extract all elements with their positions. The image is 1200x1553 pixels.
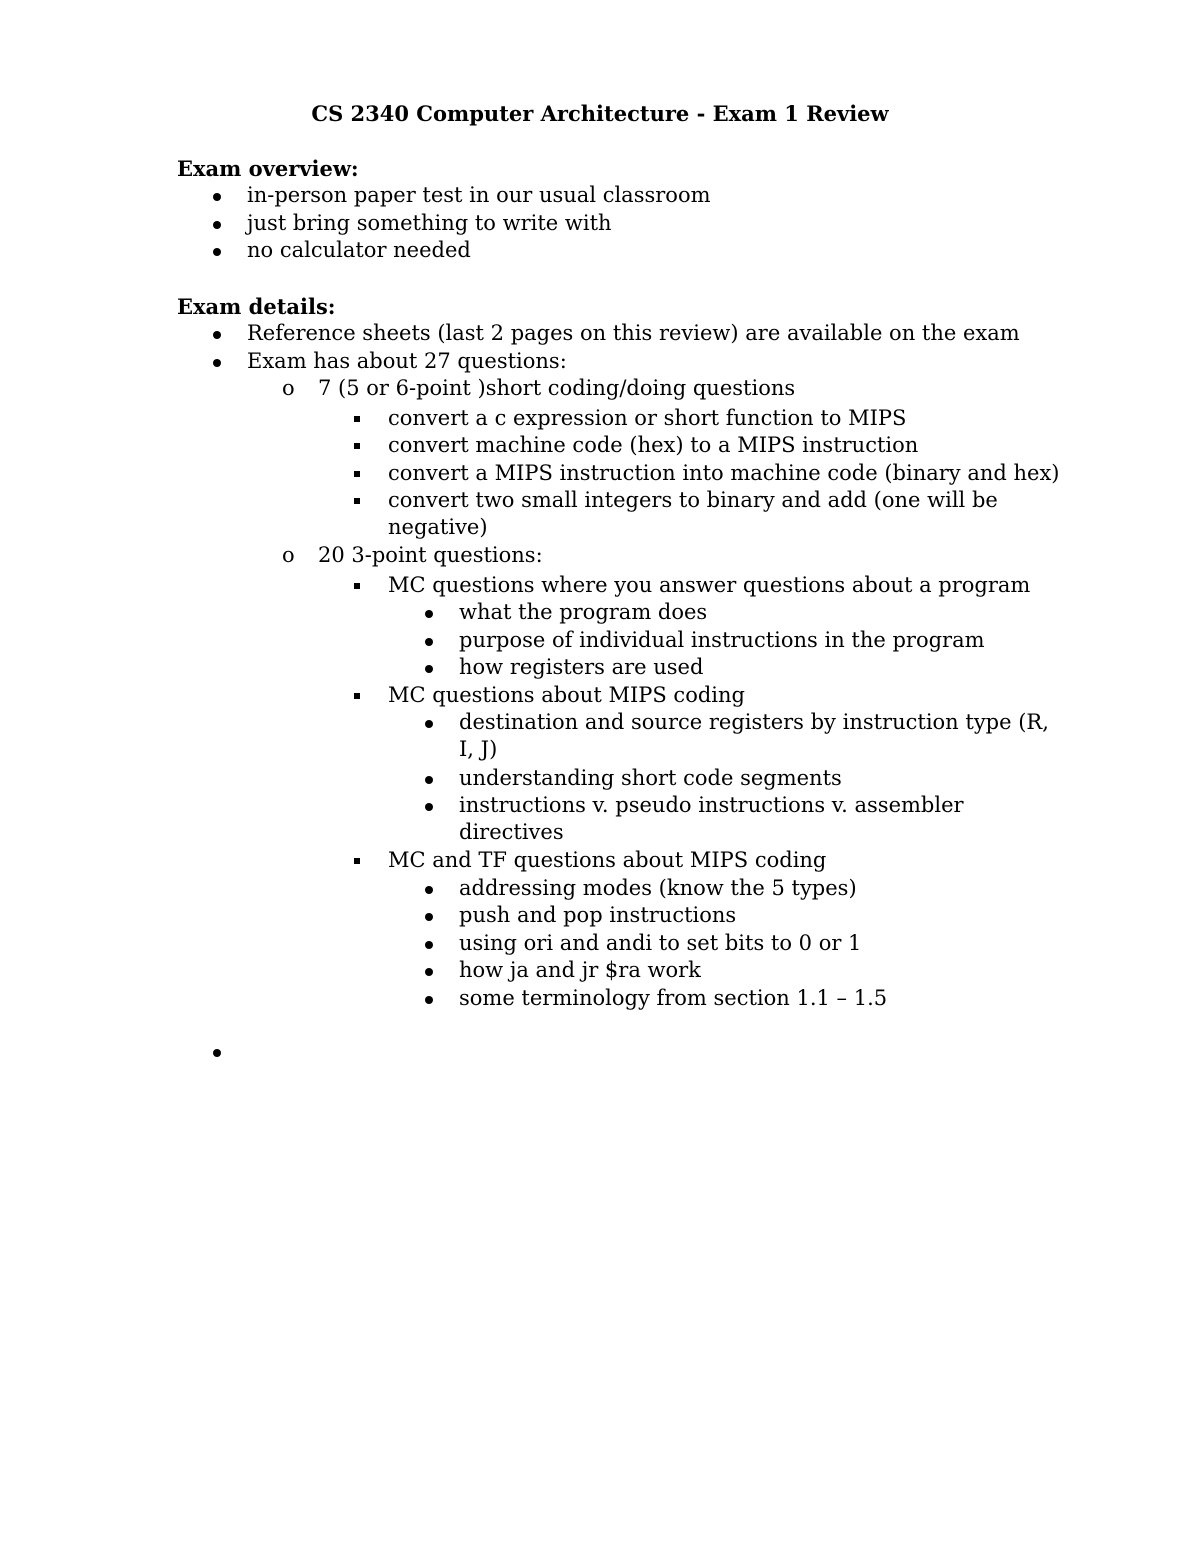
bullet-square [354, 498, 360, 504]
group-item: using ori and andi to set bits to 0 or 1 [459, 931, 862, 955]
sub1-label: 7 (5 or 6-point )short coding/doing questions [318, 376, 796, 400]
group-label: MC questions where you answer questions about a program [388, 573, 1031, 597]
group-item: destination and source registers by instruction type (R, [459, 710, 1049, 734]
group-item: purpose of individual instructions in the program [459, 628, 985, 652]
bullet-square [354, 858, 360, 864]
group-item: how ja and jr $ra work [459, 958, 701, 982]
group-label: MC questions about MIPS coding [388, 683, 745, 707]
group-item: what the program does [459, 600, 708, 624]
bullet-square [354, 583, 360, 589]
group-label: MC and TF questions about MIPS coding [388, 848, 827, 872]
bullet-dot [425, 941, 433, 949]
bullet-square [354, 416, 360, 422]
group-item: some terminology from section 1.1 – 1.5 [459, 986, 888, 1010]
overview-heading: Exam overview: [177, 156, 359, 181]
bullet-dot [213, 221, 221, 229]
sub1-item: convert a c expression or short function to MIPS [388, 406, 907, 430]
details-item: Exam has about 27 questions: [247, 349, 567, 373]
bullet-dot [425, 968, 433, 976]
group-item-continued: directives [459, 820, 564, 844]
sub1-item-continued: negative) [388, 515, 488, 539]
bullet-dot [425, 665, 433, 673]
sub1-item: convert two small integers to binary and add (one will be [388, 488, 998, 512]
bullet-square [354, 443, 360, 449]
bullet-dot [425, 996, 433, 1004]
sub1-item: convert a MIPS instruction into machine code (binary and hex) [388, 461, 1060, 485]
details-item: Reference sheets (last 2 pages on this review) are available on the exam [247, 321, 1020, 345]
bullet-dot [213, 193, 221, 201]
overview-item: just bring something to write with [247, 211, 612, 235]
group-item-continued: I, J) [459, 737, 498, 761]
bullet-square [354, 471, 360, 477]
group-item: push and pop instructions [459, 903, 737, 927]
bullet-dot [213, 331, 221, 339]
details-heading: Exam details: [177, 294, 336, 319]
bullet-dot [425, 886, 433, 894]
empty-bullet-dot [213, 1049, 221, 1057]
page-title: CS 2340 Computer Architecture - Exam 1 Review [311, 101, 889, 126]
bullet-dot [425, 776, 433, 784]
bullet-dot [425, 720, 433, 728]
overview-item: in-person paper test in our usual classroom [247, 183, 711, 207]
sub2-label: 20 3-point questions: [318, 543, 543, 567]
overview-item: no calculator needed [247, 238, 471, 262]
group-item: instructions v. pseudo instructions v. assembler [459, 793, 964, 817]
bullet-dot [425, 803, 433, 811]
sub1-item: convert machine code (hex) to a MIPS instruction [388, 433, 919, 457]
bullet-dot [425, 610, 433, 618]
bullet-dot [425, 638, 433, 646]
group-item: understanding short code segments [459, 766, 842, 790]
bullet-dot [213, 248, 221, 256]
bullet-dot [213, 359, 221, 367]
bullet-dot [425, 913, 433, 921]
bullet-circle-marker: o [282, 376, 295, 400]
group-item: addressing modes (know the 5 types) [459, 876, 857, 900]
bullet-circle-marker: o [282, 543, 295, 567]
bullet-square [354, 693, 360, 699]
group-item: how registers are used [459, 655, 704, 679]
